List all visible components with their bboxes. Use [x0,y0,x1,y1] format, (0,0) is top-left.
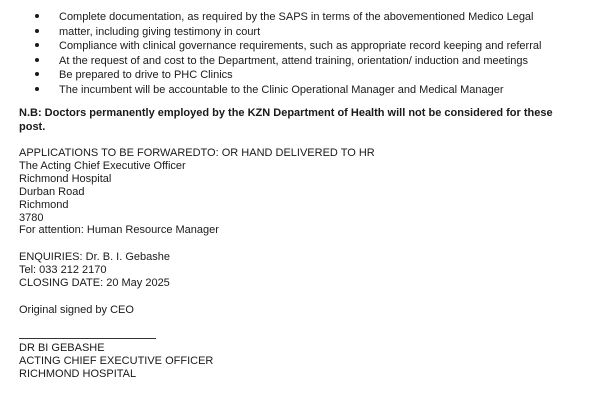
closing-date: CLOSING DATE: 20 May 2025 [19,276,170,289]
bullet-text: Compliance with clinical governance requirements, such as appropriate record keeping and referral [59,40,542,52]
address-line: Richmond Hospital [19,172,112,185]
bullet-dot-icon [35,43,39,47]
bullet-item [36,54,541,69]
bullet-item [36,39,541,54]
bullet-text: matter, including giving testimony in court [59,25,261,38]
signed-note: Original signed by CEO [19,304,134,316]
bullet-item [36,68,541,83]
nb-notice: N.B: Doctors permanently employed by the KZN Department of Health will not be considered for these post. [19,107,553,133]
applications-block [19,147,375,237]
enquiries-contact: ENQUIRIES: Dr. B. I. Gebashe [19,251,170,263]
address-line: Richmond [19,198,69,211]
bullet-item [36,83,541,98]
bullet-text: Be prepared to drive to PHC Clinics [59,69,233,81]
bullet-text: The incumbent will be accountable to the Clinic Operational Manager and Medical Manager [59,83,504,96]
enquiries-tel: Tel: 033 212 2170 [19,263,107,276]
address-line: 3780 [19,211,44,224]
address-line: The Acting Chief Executive Officer [19,159,186,172]
signatory-name: DR BI GEBASHE [19,342,105,354]
bullet-item [36,25,541,40]
bullet-text: Complete documentation, as required by the SAPS in terms of the abovementioned Medico Legal [59,11,534,23]
attention-line: For attention: Human Resource Manager [19,224,219,237]
bullet-dot-icon [35,87,39,91]
bullet-dot-icon [35,58,39,62]
signatory-block [19,342,213,381]
applications-heading: APPLICATIONS TO BE FORWAREDTO: OR HAND DELIVERED TO HR [19,147,375,159]
signature-line [19,338,156,339]
duties-bullet-list [36,10,541,97]
signatory-title: ACTING CHIEF EXECUTIVE OFFICER [19,354,214,367]
address-line: Durban Road [19,185,85,198]
signatory-org: RICHMOND HOSPITAL [19,367,137,380]
bullet-dot-icon [35,14,39,18]
bullet-text: At the request of and cost to the Department, attend training, orientation/ induction and meetings [59,54,529,67]
enquiries-block [19,251,170,290]
bullet-dot-icon [35,29,39,33]
bullet-item [36,10,541,25]
bullet-dot-icon [35,72,39,76]
